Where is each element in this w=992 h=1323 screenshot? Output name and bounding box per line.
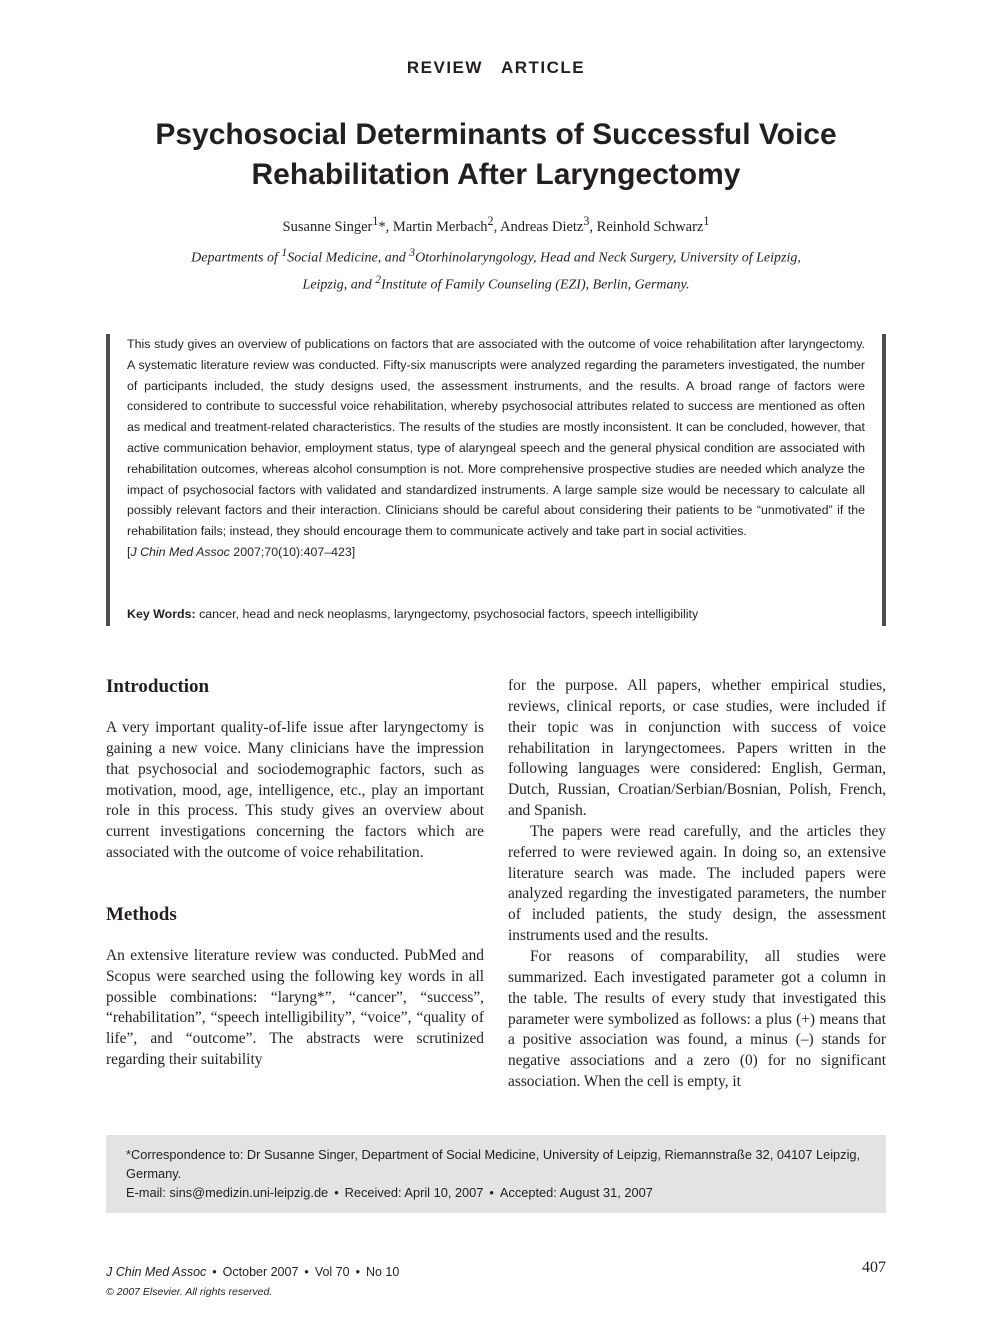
abstract-text [127, 334, 865, 563]
right-column [508, 676, 886, 1093]
author-3: Andreas Dietz [500, 218, 584, 235]
author-4-affil: 1 [703, 214, 710, 228]
methods-paragraph-cont: for the purpose. All papers, whether empirical studies, reviews, clinical reports, or case studies, were included if their topic was in conjunction with success of voice rehabilitation in laryngectomees. Papers written in the following languages were considered: English, German, Dutch, Russian, Croatian/Serbian/Bosnian, Polish, French, and Spanish. [508, 677, 886, 820]
footer-issue: No 10 [365, 1265, 400, 1279]
footer-citation [106, 1262, 399, 1302]
correspondence-address: *Correspondence to: Dr Susanne Singer, Department of Social Medicine, University of Leipzig, Riemannstraße 32, 04107 Leipzig, Germany. [126, 1147, 861, 1181]
bullet-separator: • [489, 1185, 494, 1200]
footer-copyright: © 2007 Elsevier. All rights reserved. [106, 1286, 273, 1298]
bullet-separator: • [212, 1265, 217, 1279]
abstract-body: This study gives an overview of publications on factors that are associated with the outcome of voice rehabilitation after laryngectomy. A systematic literature review was conducted. Fifty-six manuscripts were analyzed regarding the parameters investigated, the number of participants included, the study designs used, the assessment instruments, and the results. A broad range of factors were considered to contribute to successful voice rehabilitation, whereby psychosocial attributes related to success are mentioned as often as medical and treatment-related characteristics. The results of the studies are mostly inconsistent. It can be concluded, however, that active communication behavior, employment status, type of alaryngeal speech and the general physical condition are associated with rehabilitation outcomes, whereas alcohol consumption is not. More comprehensive prospective studies are needed which analyze the impact of psychosocial factors with validated and standardized instruments. A large sample size would be necessary to calculate all possibly relevant factors and their interaction. Clinicians should be careful about considering their patients to be “unmotivated” if the rehabilitation fails; instead, they should encourage them to communicate actively and take part in social activities. [127, 337, 865, 539]
methods-paragraph: An extensive literature review was conducted. PubMed and Scopus were searched using the following key words in all possible combinations: “laryng*”, “cancer”, “success”, “rehabilitation”, “speech intelligibility”, “voice”, “quality of life”, and “outcome”. The abstracts were scrutinized regarding their suitability [106, 946, 484, 1069]
page-number: 407 [862, 1259, 886, 1276]
methods-paragraph-3: For reasons of comparability, all studies were summarized. Each investigated parameter got a column in the table. The results of every study that investigated this parameter were symbolized as follows: a plus (+) means that a positive association was found, a minus (–) stands for negative associations and a zero (0) for no significant association. When the cell is empty, it [508, 947, 886, 1091]
title-line-2: Rehabilitation After Laryngectomy [251, 158, 741, 191]
affil-sup: 1 [281, 246, 288, 259]
affil-text: Social Medicine, and [287, 250, 410, 266]
affil-sup: 2 [375, 272, 382, 286]
author-list [0, 214, 992, 236]
article-type-word-1: REVIEW [406, 58, 483, 77]
footer-journal-line [106, 1262, 399, 1282]
corresponding-mark: * [378, 218, 386, 235]
author-separator: , [493, 218, 501, 235]
author-separator: , [385, 218, 393, 235]
accepted-date: Accepted: August 31, 2007 [499, 1185, 653, 1200]
left-column [106, 676, 484, 1071]
author-separator: , [589, 218, 597, 235]
bullet-separator: • [334, 1185, 339, 1200]
article-type-label [0, 58, 992, 78]
title-line-1: Psychosocial Determinants of Successful Voice [155, 118, 837, 151]
correspondence-email[interactable]: E-mail: sins@medizin.uni-leipzig.de [126, 1185, 329, 1200]
introduction-heading: Introduction [106, 676, 210, 697]
keywords-list: cancer, head and neck neoplasms, laryngectomy, psychosocial factors, speech intelligibility [199, 607, 699, 621]
author-2-affil: 2 [487, 214, 494, 228]
correspondence-box [106, 1135, 886, 1213]
footer-volume: Vol 70 [314, 1265, 350, 1279]
received-date: Received: April 10, 2007 [344, 1185, 484, 1200]
footer-date: October 2007 [222, 1265, 299, 1279]
bullet-separator: • [355, 1265, 360, 1279]
bullet-separator: • [304, 1265, 309, 1279]
author-1-affil: 1 [372, 214, 379, 228]
affil-sup: 3 [409, 246, 416, 259]
affil-text: Leipzig, and [302, 277, 376, 293]
methods-paragraph-2: The papers were read carefully, and the articles they referred to were reviewed again. In doing so, an extensive literature search was made. The included papers were analyzed regarding the investigated parameters, the number of included patients, the study design, the assessment instruments used and the results. [508, 822, 886, 945]
introduction-paragraph: A very important quality-of-life issue after laryngectomy is gaining a new voice. Many clinicians have the impression that psychosocial and sociodemographic factors, such as motivation, mood, age, intelligence, etc., play an important role in this process. This study gives an overview about current investigations concerning the factors which are associated with the outcome of voice rehabilitation. [106, 719, 484, 862]
author-3-affil: 3 [583, 214, 590, 228]
keywords [127, 604, 698, 624]
correspondence-details [126, 1183, 866, 1202]
footer-journal: J Chin Med Assoc [106, 1265, 207, 1279]
author-4: Reinhold Schwarz [596, 218, 704, 235]
article-title [100, 115, 892, 195]
affil-text: Otorhinolaryngology, Head and Neck Surgery, University of Leipzig, [415, 250, 801, 266]
author-1: Susanne Singer [282, 218, 373, 235]
article-type-word-2: ARTICLE [500, 58, 586, 77]
citation-journal: J Chin Med Assoc [130, 544, 230, 559]
citation-bracket: [ [127, 544, 131, 559]
abstract-box [106, 334, 886, 626]
author-2: Martin Merbach [392, 218, 488, 235]
affil-text: Institute of Family Counseling (EZI), Berlin, Germany. [381, 277, 690, 293]
keywords-label: Key Words: [127, 607, 196, 621]
citation-details: 2007;70(10):407–423] [229, 544, 356, 559]
affiliations [130, 242, 862, 295]
methods-heading: Methods [106, 903, 177, 925]
affil-text: Departments of [191, 250, 282, 266]
